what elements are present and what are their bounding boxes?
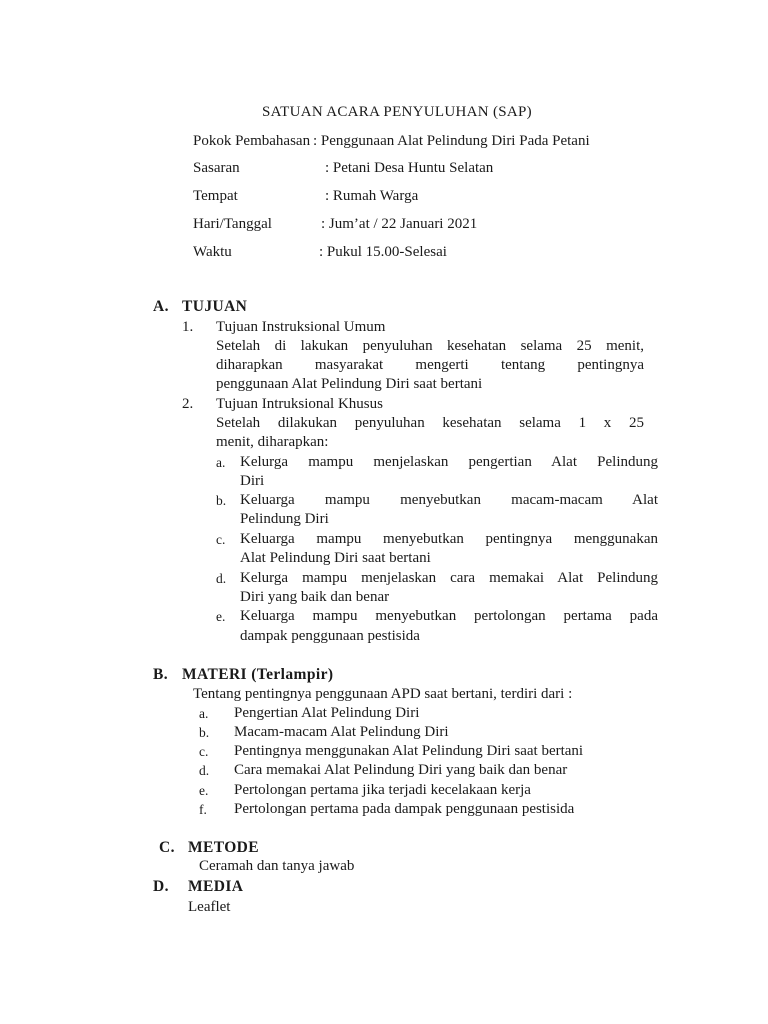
info-value-place: : Rumah Warga (325, 188, 419, 204)
material-item: Macam-macam Alat Pelindung Diri (234, 724, 449, 740)
material-item: Pertolongan pertama jika terjadi kecelakaan kerja (234, 782, 531, 798)
objective-1-title: Tujuan Instruksional Umum (216, 319, 386, 335)
info-value-target: : Petani Desa Huntu Selatan (325, 160, 494, 176)
objective-1-line: penggunaan Alat Pelindung Diri saat bertani (216, 376, 483, 392)
subobjective-line: Alat Pelindung Diri saat bertani (240, 550, 431, 566)
info-value-topic: : Penggunaan Alat Pelindung Diri Pada Petani (313, 133, 590, 149)
material-letter: a. (199, 706, 209, 721)
info-label-date: Hari/Tanggal (193, 216, 272, 232)
material-letter: c. (199, 744, 209, 759)
objective-1-number: 1. (182, 319, 194, 335)
section-a-marker: A. (153, 298, 169, 315)
document-title: SATUAN ACARA PENYULUHAN (SAP) (262, 104, 532, 120)
material-item: Pertolongan pertama pada dampak penggunaan pestisida (234, 801, 575, 817)
material-letter: d. (199, 763, 210, 778)
objective-1-line: Setelah di lakukan penyuluhan kesehatan selama 25 menit, (216, 338, 644, 354)
info-label-time: Waktu (193, 244, 232, 260)
section-c-heading: METODE (188, 839, 260, 856)
materials-intro: Tentang pentingnya penggunaan APD saat bertani, terdiri dari : (193, 686, 573, 702)
section-a-heading: TUJUAN (182, 298, 248, 315)
subobjective-line: Keluarga mampu menyebutkan pentingnya menggunakan (240, 531, 658, 547)
objective-2-number: 2. (182, 396, 194, 412)
material-item: Pengertian Alat Pelindung Diri (234, 705, 420, 721)
subobjective-letter: b. (216, 493, 227, 508)
subobjective-line: Pelindung Diri (240, 511, 329, 527)
material-item: Cara memakai Alat Pelindung Diri yang baik dan benar (234, 762, 568, 778)
info-label-target: Sasaran (193, 160, 240, 176)
section-b-heading: MATERI (Terlampir) (182, 666, 334, 683)
subobjective-line: Keluarga mampu menyebutkan pertolongan pertama pada (240, 608, 658, 624)
info-label-topic: Pokok Pembahasan (193, 133, 311, 149)
subobjective-line: Kelurga mampu menjelaskan pengertian Alat Pelindung (240, 454, 658, 470)
subobjective-line: Keluarga mampu menyebutkan macam-macam Alat (240, 492, 658, 508)
info-value-date: : Jum’at / 22 Januari 2021 (321, 216, 478, 232)
section-d-heading: MEDIA (188, 878, 244, 895)
media-text: Leaflet (188, 899, 231, 915)
material-item: Pentingnya menggunakan Alat Pelindung Diri saat bertani (234, 743, 584, 759)
info-label-place: Tempat (193, 188, 238, 204)
objective-1-line: diharapkan masyarakat mengerti tentang pentingnya (216, 357, 644, 373)
subobjective-letter: a. (216, 455, 226, 470)
material-letter: b. (199, 725, 210, 740)
subobjective-letter: c. (216, 532, 226, 547)
subobjective-line: Kelurga mampu menjelaskan cara memakai Alat Pelindung (240, 570, 658, 586)
section-d-marker: D. (153, 878, 169, 895)
section-c-marker: C. (159, 839, 175, 856)
subobjective-letter: d. (216, 571, 227, 586)
info-value-time: : Pukul 15.00-Selesai (319, 244, 447, 260)
objective-2-line: Setelah dilakukan penyuluhan kesehatan selama 1 x 25 (216, 415, 644, 431)
subobjective-line: dampak penggunaan pestisida (240, 628, 420, 644)
subobjective-line: Diri (240, 473, 265, 489)
objective-2-title: Tujuan Intruksional Khusus (216, 396, 383, 412)
section-b-marker: B. (153, 666, 169, 683)
material-letter: f. (199, 802, 207, 817)
material-letter: e. (199, 783, 209, 798)
subobjective-letter: e. (216, 609, 226, 624)
objective-2-line: menit, diharapkan: (216, 434, 329, 450)
subobjective-line: Diri yang baik dan benar (240, 589, 390, 605)
method-text: Ceramah dan tanya jawab (199, 858, 355, 874)
